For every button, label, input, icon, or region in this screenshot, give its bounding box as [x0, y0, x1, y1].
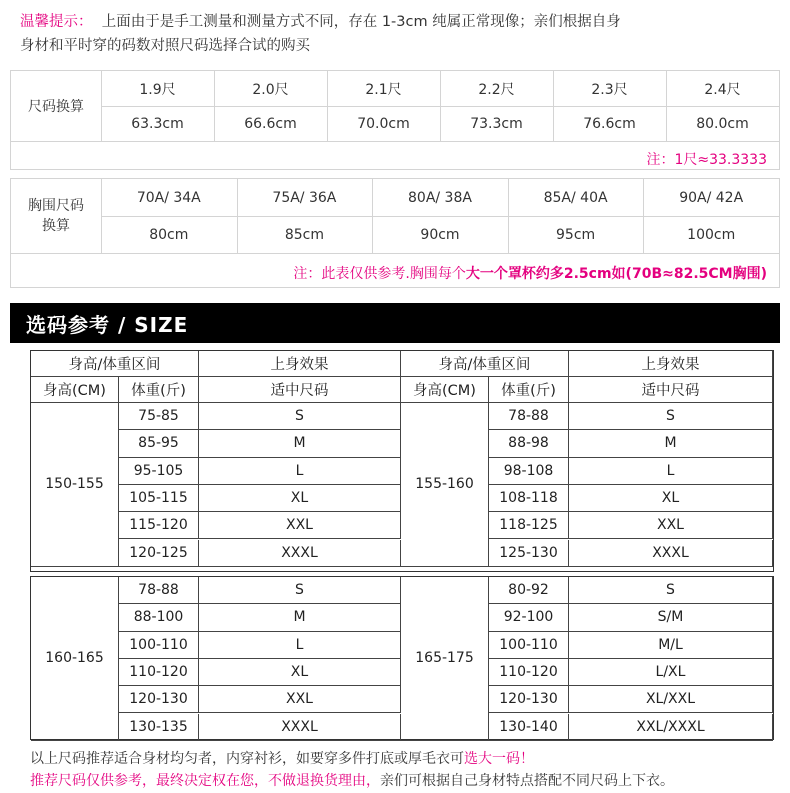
size-cell: XL	[199, 485, 401, 512]
size-cell: XXXL	[199, 540, 401, 567]
size-conv-divider	[214, 71, 215, 141]
height-range-cell: 160-165	[31, 577, 119, 741]
size-conv-chi: 2.3尺	[591, 81, 628, 98]
size-cell: M	[569, 430, 773, 457]
size-cell: M/L	[569, 632, 773, 659]
size-cell: XL	[569, 485, 773, 512]
size-cell: L	[199, 458, 401, 485]
weight-cell: 105-115	[119, 485, 199, 512]
weight-cell: 88-98	[489, 430, 569, 457]
bust-conv-size: 70A/ 34A	[136, 189, 201, 206]
size-conv-divider	[553, 71, 554, 141]
weight-cell: 92-100	[489, 604, 569, 631]
size-conv-chi: 2.4尺	[704, 81, 741, 98]
bust-conv-note	[293, 263, 767, 283]
weight-cell: 120-130	[489, 686, 569, 713]
bust-conv-cm: 80cm	[149, 226, 189, 243]
footer-line-2	[30, 770, 674, 790]
weight-cell: 115-120	[119, 512, 199, 539]
size-table-bottom	[30, 576, 774, 740]
size-conv-chi: 2.0尺	[252, 81, 289, 98]
weight-cell: 118-125	[489, 512, 569, 539]
size-conv-label: 尺码换算	[28, 99, 84, 115]
bust-conv-size: 80A/ 38A	[408, 189, 472, 206]
size-conv-cm: 80.0cm	[696, 115, 749, 132]
height-range-cell: 165-175	[401, 577, 489, 741]
size-conv-cm: 73.3cm	[470, 115, 523, 132]
weight-cell: 80-92	[489, 577, 569, 604]
size-cell: XL	[199, 659, 401, 686]
height-range-cell: 150-155	[31, 403, 119, 567]
bust-conversion-card	[10, 178, 780, 288]
size-conv-cm: 76.6cm	[583, 115, 636, 132]
bust-conv-divider	[237, 179, 238, 253]
bust-conv-size: 90A/ 42A	[679, 189, 744, 206]
bust-conv-divider	[508, 179, 509, 253]
header-weight: 体重(斤)	[489, 377, 569, 403]
bust-conv-label	[11, 179, 101, 253]
size-cell: XXXL	[199, 714, 401, 741]
size-conv-cm: 63.3cm	[131, 115, 184, 132]
bust-conv-divider	[643, 179, 644, 253]
size-cell: L	[199, 632, 401, 659]
weight-cell: 85-95	[119, 430, 199, 457]
header-fit: 适中尺码	[199, 377, 401, 403]
bust-conv-cm: 95cm	[556, 226, 596, 243]
bust-conv-divider	[372, 179, 373, 253]
size-cell: M	[199, 604, 401, 631]
weight-cell: 120-130	[119, 686, 199, 713]
size-cell: XL/XXL	[569, 686, 773, 713]
height-range-cell: 155-160	[401, 403, 489, 567]
weight-cell: 75-85	[119, 403, 199, 430]
weight-cell: 100-110	[489, 632, 569, 659]
weight-cell: 130-135	[119, 714, 199, 741]
footer-line2-pink: 推荐尺码仅供参考，最终决定权在您，不做退换货理由，	[30, 773, 380, 789]
size-conv-divider	[440, 71, 441, 141]
size-conv-divider	[666, 71, 667, 141]
size-conv-divider	[327, 71, 328, 141]
header-weight: 体重(斤)	[119, 377, 199, 403]
weight-cell: 78-88	[119, 577, 199, 604]
size-cell: M	[199, 430, 401, 457]
weight-cell: 95-105	[119, 458, 199, 485]
weight-cell: 130-140	[489, 714, 569, 741]
size-cell: S	[569, 403, 773, 430]
bust-conv-label-1: 胸围尺码	[28, 198, 84, 214]
weight-cell: 78-88	[489, 403, 569, 430]
weight-cell: 108-118	[489, 485, 569, 512]
size-cell: S/M	[569, 604, 773, 631]
footer-line1-plain: 以上尺码推荐适合身材均匀者，内穿衬衫，如要穿多件打底或厚毛衣可	[30, 751, 464, 767]
size-table-top	[30, 350, 774, 572]
weight-cell: 125-130	[489, 540, 569, 567]
size-conv-chi: 2.2尺	[478, 81, 515, 98]
weight-cell: 110-120	[489, 659, 569, 686]
weight-cell: 98-108	[489, 458, 569, 485]
size-cell: L	[569, 458, 773, 485]
footer-line1-pink: 选大一码！	[464, 751, 534, 767]
size-cell: XXXL	[569, 540, 773, 567]
weight-cell: 120-125	[119, 540, 199, 567]
tip-line-1	[20, 10, 780, 34]
bust-conv-label-2: 换算	[42, 218, 70, 234]
tip-line-2: 身材和平时穿的码数对照尺码选择合试的购买	[20, 38, 310, 54]
weight-cell: 110-120	[119, 659, 199, 686]
size-cell: S	[569, 577, 773, 604]
header-height: 身高(CM)	[401, 377, 489, 403]
size-conv-cm: 66.6cm	[244, 115, 297, 132]
tip-text-1: 上面由于是手工测量和测量方式不同，存在 1-3cm 纯属正常现像；亲们根据自身	[101, 14, 621, 30]
bust-conv-size: 75A/ 36A	[272, 189, 337, 206]
size-conv-note: 注：1尺≈33.3333	[646, 152, 767, 168]
weight-cell: 100-110	[119, 632, 199, 659]
weight-cell: 88-100	[119, 604, 199, 631]
bust-note-bold: 大一个罩杯约多2.5cm如(70B≈82.5CM胸围)	[465, 266, 767, 282]
header-range: 身高/体重区间	[31, 351, 199, 377]
banner-title: 选码参考 / SIZE	[26, 313, 189, 337]
tip-label: 温馨提示：	[20, 14, 93, 30]
footer-line2-plain: 亲们可根据自己身材特点搭配不同尺码上下衣。	[380, 773, 674, 789]
size-cell: S	[199, 403, 401, 430]
size-cell: XXL	[569, 512, 773, 539]
size-cell: S	[199, 577, 401, 604]
size-conv-cm: 70.0cm	[357, 115, 410, 132]
size-cell: L/XL	[569, 659, 773, 686]
size-cell: XXL	[199, 512, 401, 539]
size-conv-chi: 2.1尺	[365, 81, 402, 98]
size-banner	[10, 303, 780, 343]
header-fit: 适中尺码	[569, 377, 773, 403]
size-cell: XXL	[199, 686, 401, 713]
footer-line-1	[30, 748, 534, 768]
size-cell: XXL/XXXL	[569, 714, 773, 741]
bust-note-plain: 注：此表仅供参考.胸围每个	[293, 266, 466, 282]
bust-conv-size: 85A/ 40A	[543, 189, 608, 206]
warm-tip	[20, 10, 780, 58]
header-effect: 上身效果	[569, 351, 773, 377]
bust-conv-cm: 85cm	[284, 226, 324, 243]
size-conv-chi: 1.9尺	[139, 81, 176, 98]
size-conversion-card	[10, 70, 780, 170]
bust-conv-cm: 90cm	[420, 226, 460, 243]
header-effect: 上身效果	[199, 351, 401, 377]
header-height: 身高(CM)	[31, 377, 119, 403]
bust-conv-cm: 100cm	[687, 226, 736, 243]
header-range: 身高/体重区间	[401, 351, 569, 377]
